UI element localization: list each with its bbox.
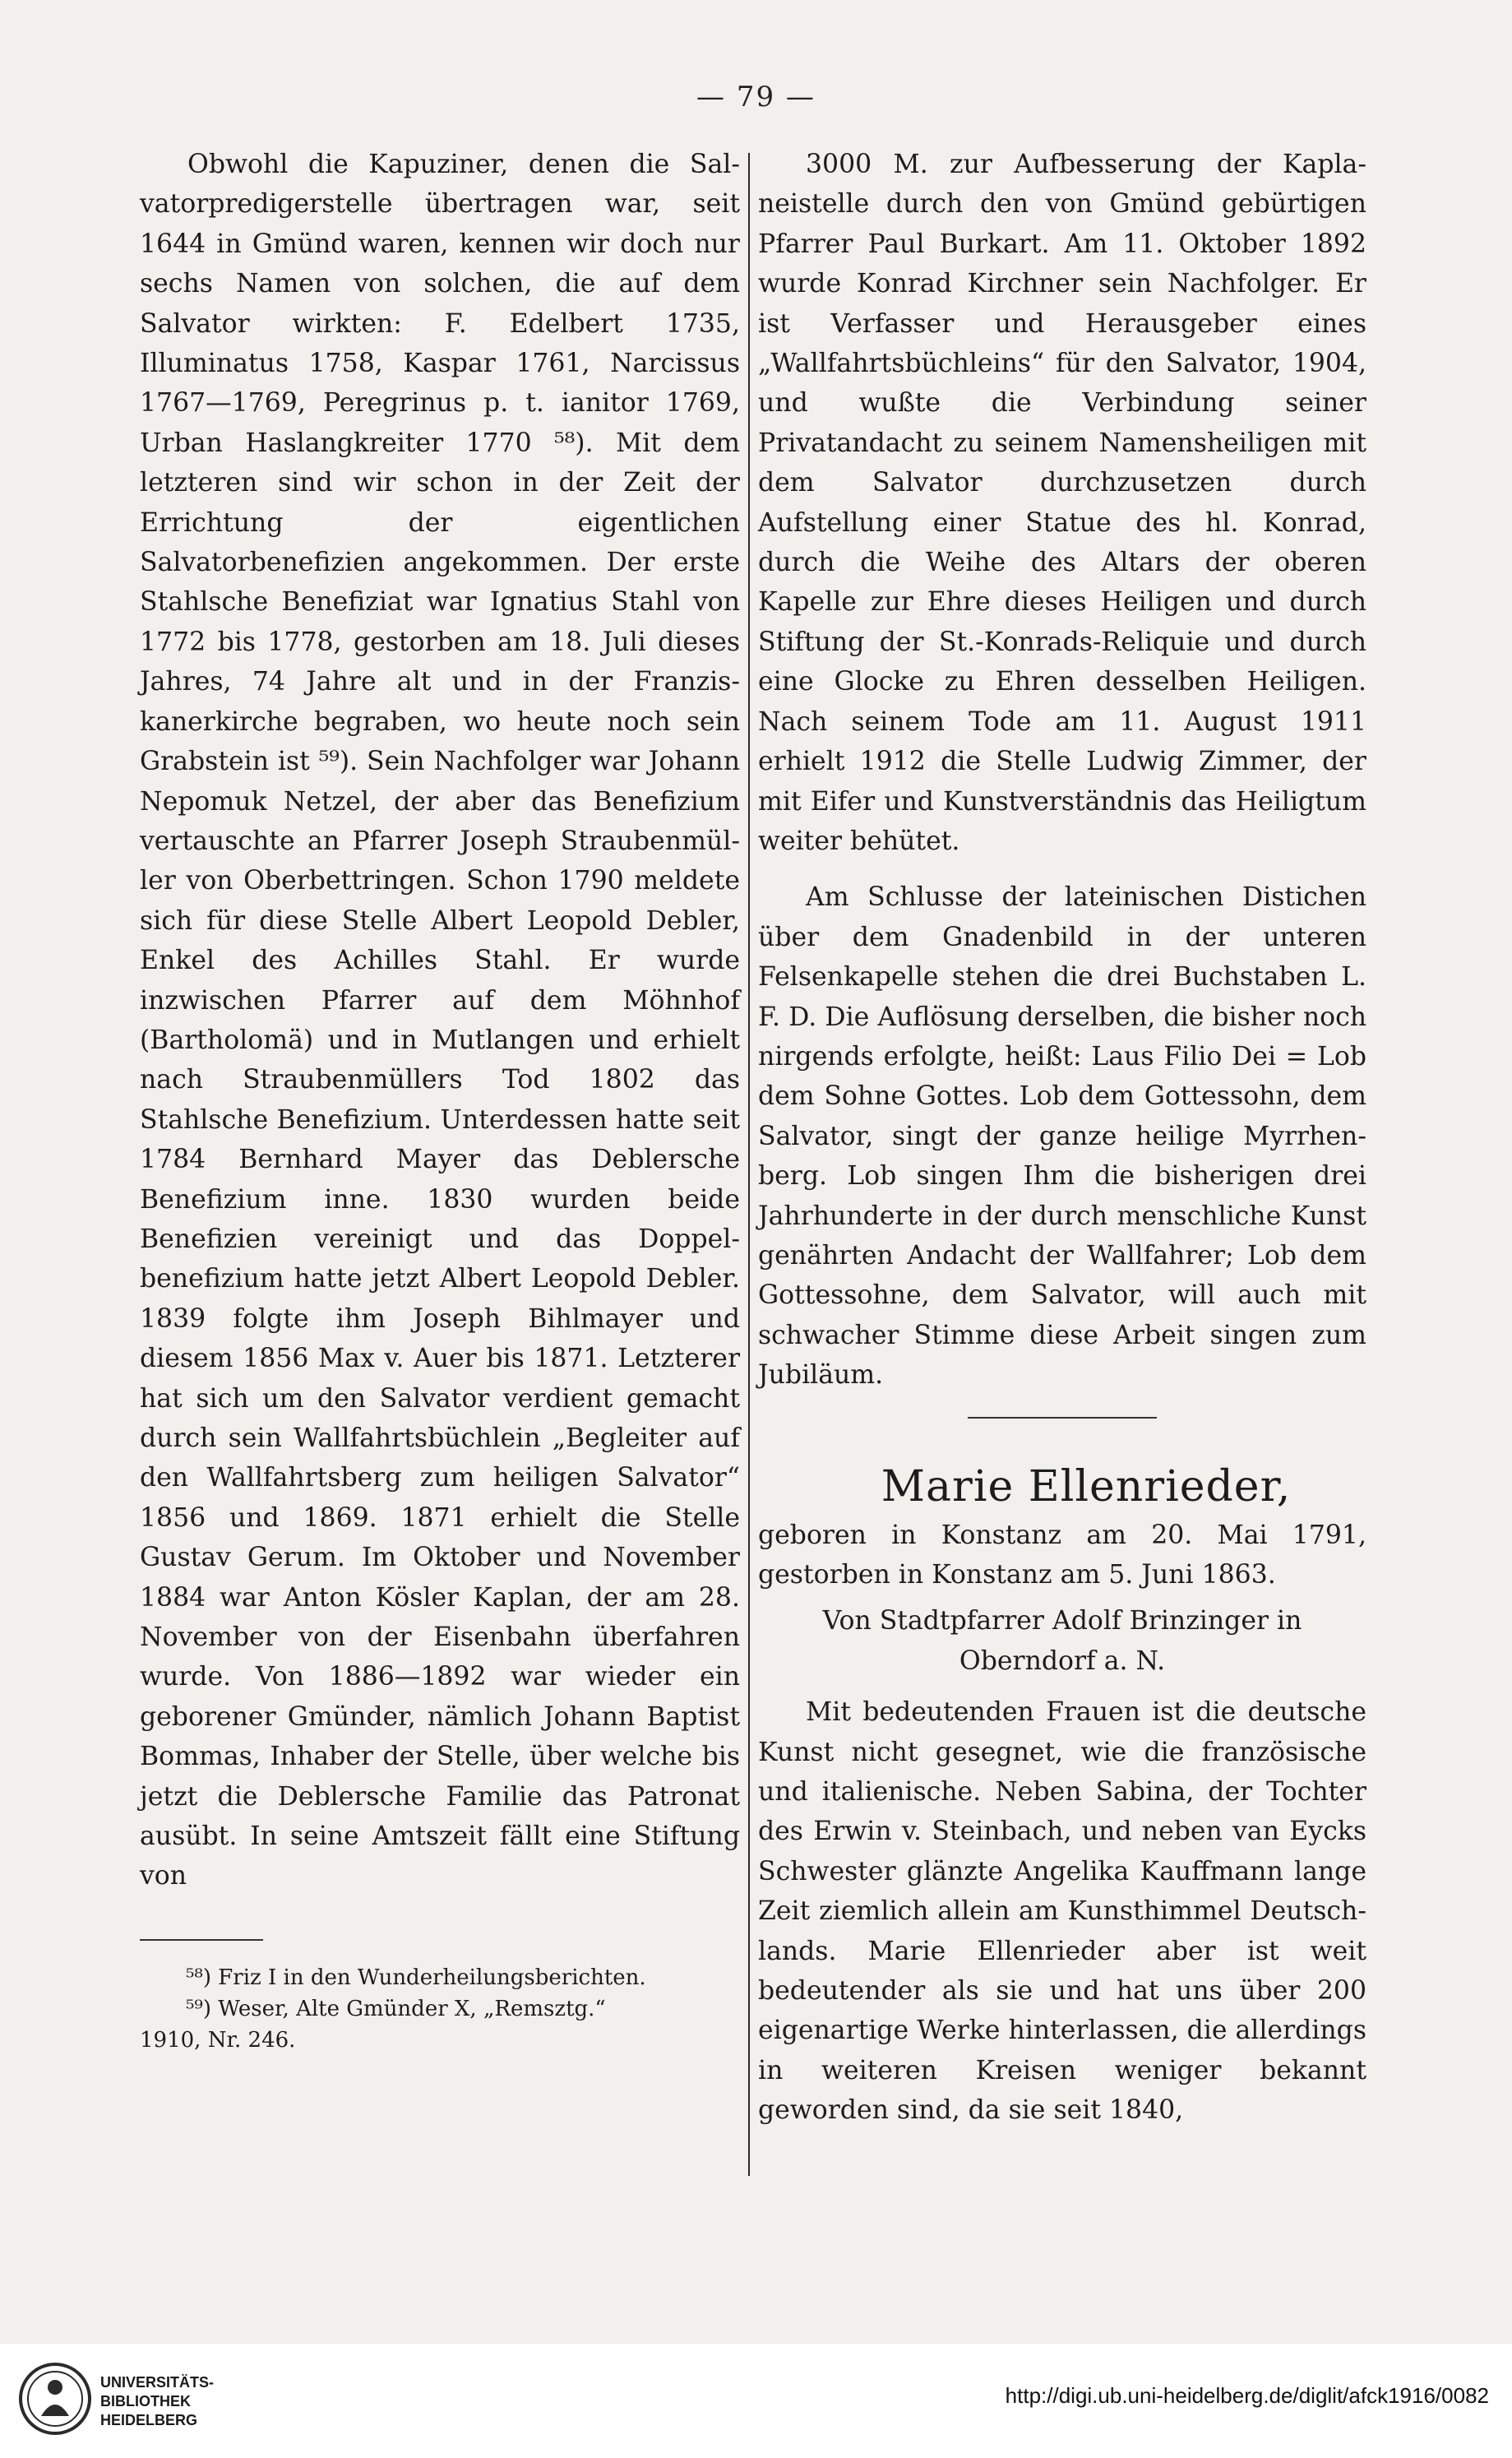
right-column: [758, 145, 1366, 2131]
author-byline: Von Stadtpfarrer Adolf Brinzinger in Oberndorf a. N.: [822, 1606, 1302, 1676]
body-paragraph: Obwohl die Kapuziner, denen die Salvatorpredigerstelle übertragen war, seit 1644 in Gmünd waren, kennen wir doch nur sechs Namen von solchen, die auf dem Salvator wirkten: F. Edelbert 1735, Illuminatus 1758, Kaspar 1761, Narcissus 1767—1769, Peregrinus p. t. ianitor 1769, Urban Haslangkreiter 1770 ⁵⁸). Mit dem letzteren sind wir schon in der Zeit der Errichtung der eigentlichen Salvatorbenefizien angekommen. Der erste Stahlsche Benefiziat war Ignatius Stahl von 1772 bis 1778, gestorben am 18. Juli dieses Jahres, 74 Jahre alt und in der Franziskanerkirche begraben, wo heute noch sein Grabstein ist ⁵⁹). Sein Nachfolger war Johann Nepomuk Netzel, der aber das Benefizium vertauschte an Pfarrer Joseph Straubenmüller von Oberbettringen. Schon 1790 meldete sich für diese Stelle Albert Leopold Debler, Enkel des Achilles Stahl. Er wurde inzwischen Pfarrer auf dem Möhnhof (Bartholomä) und in Mutlangen und erhielt nach Straubenmüllers Tod 1802 das Stahlsche Benefizium. Unterdessen hatte seit 1784 Bernhard Mayer das Deblersche Benefizium inne. 1830 wurden beide Benefizien vereinigt und das Doppelbenefizium hatte jetzt Albert Leopold Debler. 1839 folgte ihm Joseph Bihlmayer und diesem 1856 Max v. Auer bis 1871. Letzterer hat sich um den Salvator verdient gemacht durch sein Wallfahrtsbüchlein „Begleiter auf den Wallfahrtsberg zum heiligen Salvator“ 1856 und 1869. 1871 erhielt die Stelle Gustav Gerum. Im Oktober und November 1884 war Anton Kösler Kaplan, der am 28. November von der Eisenbahn überfahren wurde. Von 1886—1892 war wieder ein geborener Gmünder, nämlich Johann Baptist Bommas, Inhaber der Stelle, über welche bis jetzt die Deblersche Familie das Patronat ausübt. In seine Amtszeit fällt eine Stiftung von: [140, 150, 740, 1891]
library-name: UNIVERSITÄTS- BIBLIOTHEK HEIDELBERG: [100, 2374, 215, 2428]
body-paragraph: Mit bedeutenden Frauen ist die deutsche Kunst nicht gesegnet, wie die französische und italienische. Neben Sabina, der Tochter des Erwin v. Steinbach, und neben van Eycks Schwester glänzte Angelika Kauffmann lange Zeit ziemlich allein am Kunsthimmel Deutschlands. Marie Ellenrieder aber ist weit bedeutender als sie und hat uns über 200 eigenartige Werke hinterlassen, die allerdings in weiteren Kreisen weniger bekannt geworden sind, da sie seit 1840,: [758, 1697, 1366, 2126]
university-seal-icon: [18, 2362, 92, 2436]
footnote-rule: [140, 1939, 263, 1941]
left-column: [140, 145, 740, 2056]
column-divider: [748, 153, 750, 2176]
source-url[interactable]: http://digi.ub.uni-heidelberg.de/diglit/afck1916/0082: [1005, 2383, 1489, 2408]
footnote-59-cont: 1910, Nr. 246.: [140, 2027, 296, 2053]
footer-bar: [0, 2344, 1512, 2458]
footnote-59: ⁵⁹) Weser, Alte Gmünder X, „Remsztg.“: [186, 1996, 606, 2021]
bio-line: geboren in Konstanz am 20. Mai 1791, gestorben in Konstanz am 5. Juni 1863.: [758, 1520, 1366, 1590]
footnote-58: ⁵⁸) Friz I in den Wunderheilungsberichten.: [186, 1965, 646, 1990]
body-paragraph: 3000 M. zur Aufbesserung der Kaplaneistelle durch den von Gmünd gebürtigen Pfarrer Paul Burkart. Am 11. Oktober 1892 wurde Konrad Kirchner sein Nachfolger. Er ist Verfasser und Herausgeber eines „Wallfahrtsbüchleins“ für den Salvator, 1904, und wußte die Verbindung seiner Privatandacht zu seinem Namensheiligen mit dem Salvator durchzusetzen durch Aufstellung einer Statue des hl. Konrad, durch die Weihe des Altars der oberen Kapelle zur Ehre dieses Heiligen und durch Stiftung der St.-Konrads-Reliquie und durch eine Glocke zu Ehren desselben Heiligen. Nach seinem Tode am 11. August 1911 erhielt 1912 die Stelle Ludwig Zimmer, der mit Eifer und Kunstverständnis das Heiligtum weiter behütet.: [758, 150, 1366, 856]
section-rule: [968, 1417, 1157, 1419]
article-heading: Marie Ellenrieder,: [881, 1461, 1292, 1511]
page-number: — 79 —: [696, 81, 816, 113]
body-paragraph: Am Schlusse der lateinischen Distichen über dem Gnadenbild in der unteren Felsenkapelle stehen die drei Buchstaben L. F. D. Die Auflösung derselben, die bisher noch nirgends erfolgte, heißt: Laus Filio Dei = Lob dem Sohne Gottes. Lob dem Gottessohn, dem Salvator, singt der ganze heilige Myrrhenberg. Lob singen Ihm die bisherigen drei Jahrhunderte in der durch menschliche Kunst genährten Andacht der Wallfahrer; Lob dem Gottessohne, dem Salvator, will auch mit schwacher Stimme diese Arbeit singen zum Jubiläum.: [758, 882, 1366, 1391]
